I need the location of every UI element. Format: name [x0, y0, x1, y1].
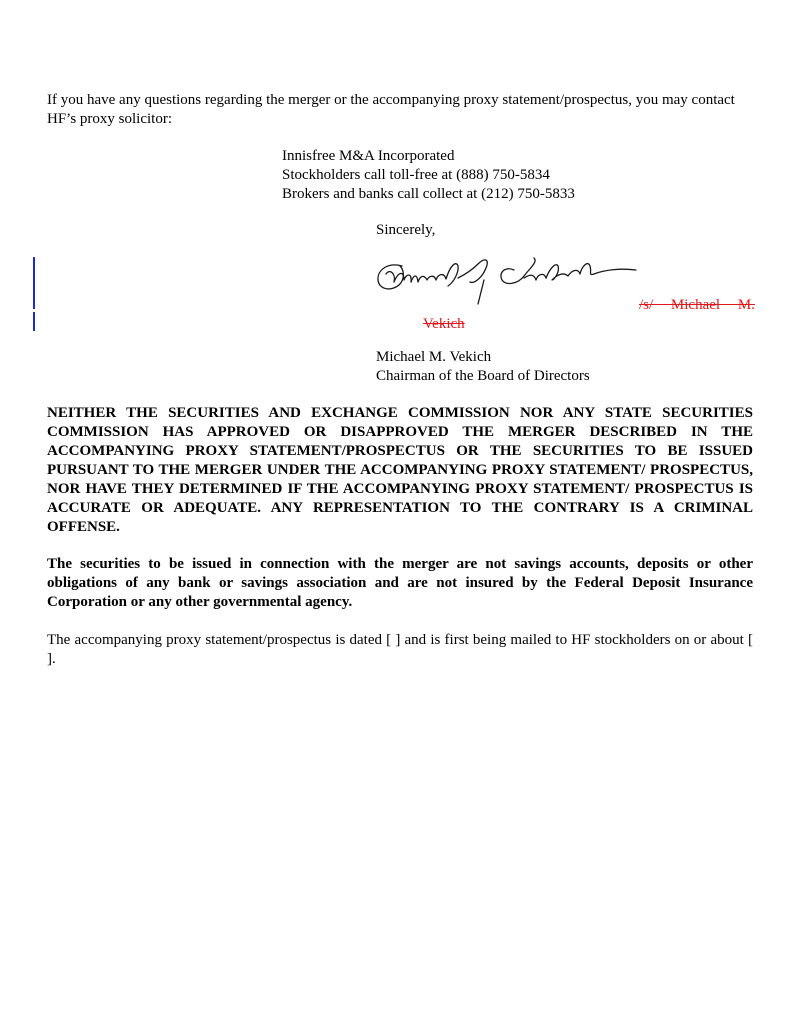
deleted-signature-text: /s/ Michael M. [639, 297, 755, 313]
broker-phone: Brokers and banks call collect at (212) 750-5833 [282, 186, 575, 202]
revision-change-bar [33, 257, 35, 309]
revision-change-bar [33, 312, 35, 331]
signer-title: Chairman of the Board of Directors [376, 368, 590, 384]
signer-block [376, 348, 590, 386]
stockholder-phone: Stockholders call toll-free at (888) 750-5834 [282, 167, 550, 183]
proxy-solicitor-contact [282, 147, 575, 204]
sec-legend: NEITHER THE SECURITIES AND EXCHANGE COMMISSION NOR ANY STATE SECURITIES COMMISSION HAS APPROVED OR DISAPPROVED THE MERGER DESCRIBED IN THE ACCOMPANYING PROXY STATEMENT/PROSPECTUS OR THE SECURITIES TO BE ISSUED PURSUANT TO THE MERGER UNDER THE ACCOMPANYING PROXY STATEMENT/ PROSPECTUS, NOR HAVE THEY DETERMINED IF THE ACCOMPANYING PROXY STATEMENT/ PROSPECTUS IS ACCURATE OR ADEQUATE. ANY REPRESENTATION TO THE CONTRARY IS A CRIMINAL OFFENSE. [47, 405, 753, 535]
deleted-signature-text: Vekich [423, 316, 465, 332]
insurance-notice: The securities to be issued in connection with the merger are not savings accounts, deposits or other obligations of any bank or savings association and are not insured by the Federal Deposit Insurance Corporation or any other governmental agency. [47, 556, 753, 610]
closing-salutation: Sincerely, [376, 222, 436, 238]
mailing-date-paragraph: The accompanying proxy statement/prospectus is dated [ ] and is first being mailed to HF stockholders on or about [ ]. [47, 632, 753, 667]
intro-paragraph: If you have any questions regarding the merger or the accompanying proxy statement/prospectus, you may contact HF’s proxy solicitor: [47, 92, 735, 127]
handwritten-signature [374, 252, 644, 308]
signer-name: Michael M. Vekich [376, 349, 492, 365]
solicitor-name: Innisfree M&A Incorporated [282, 148, 455, 164]
